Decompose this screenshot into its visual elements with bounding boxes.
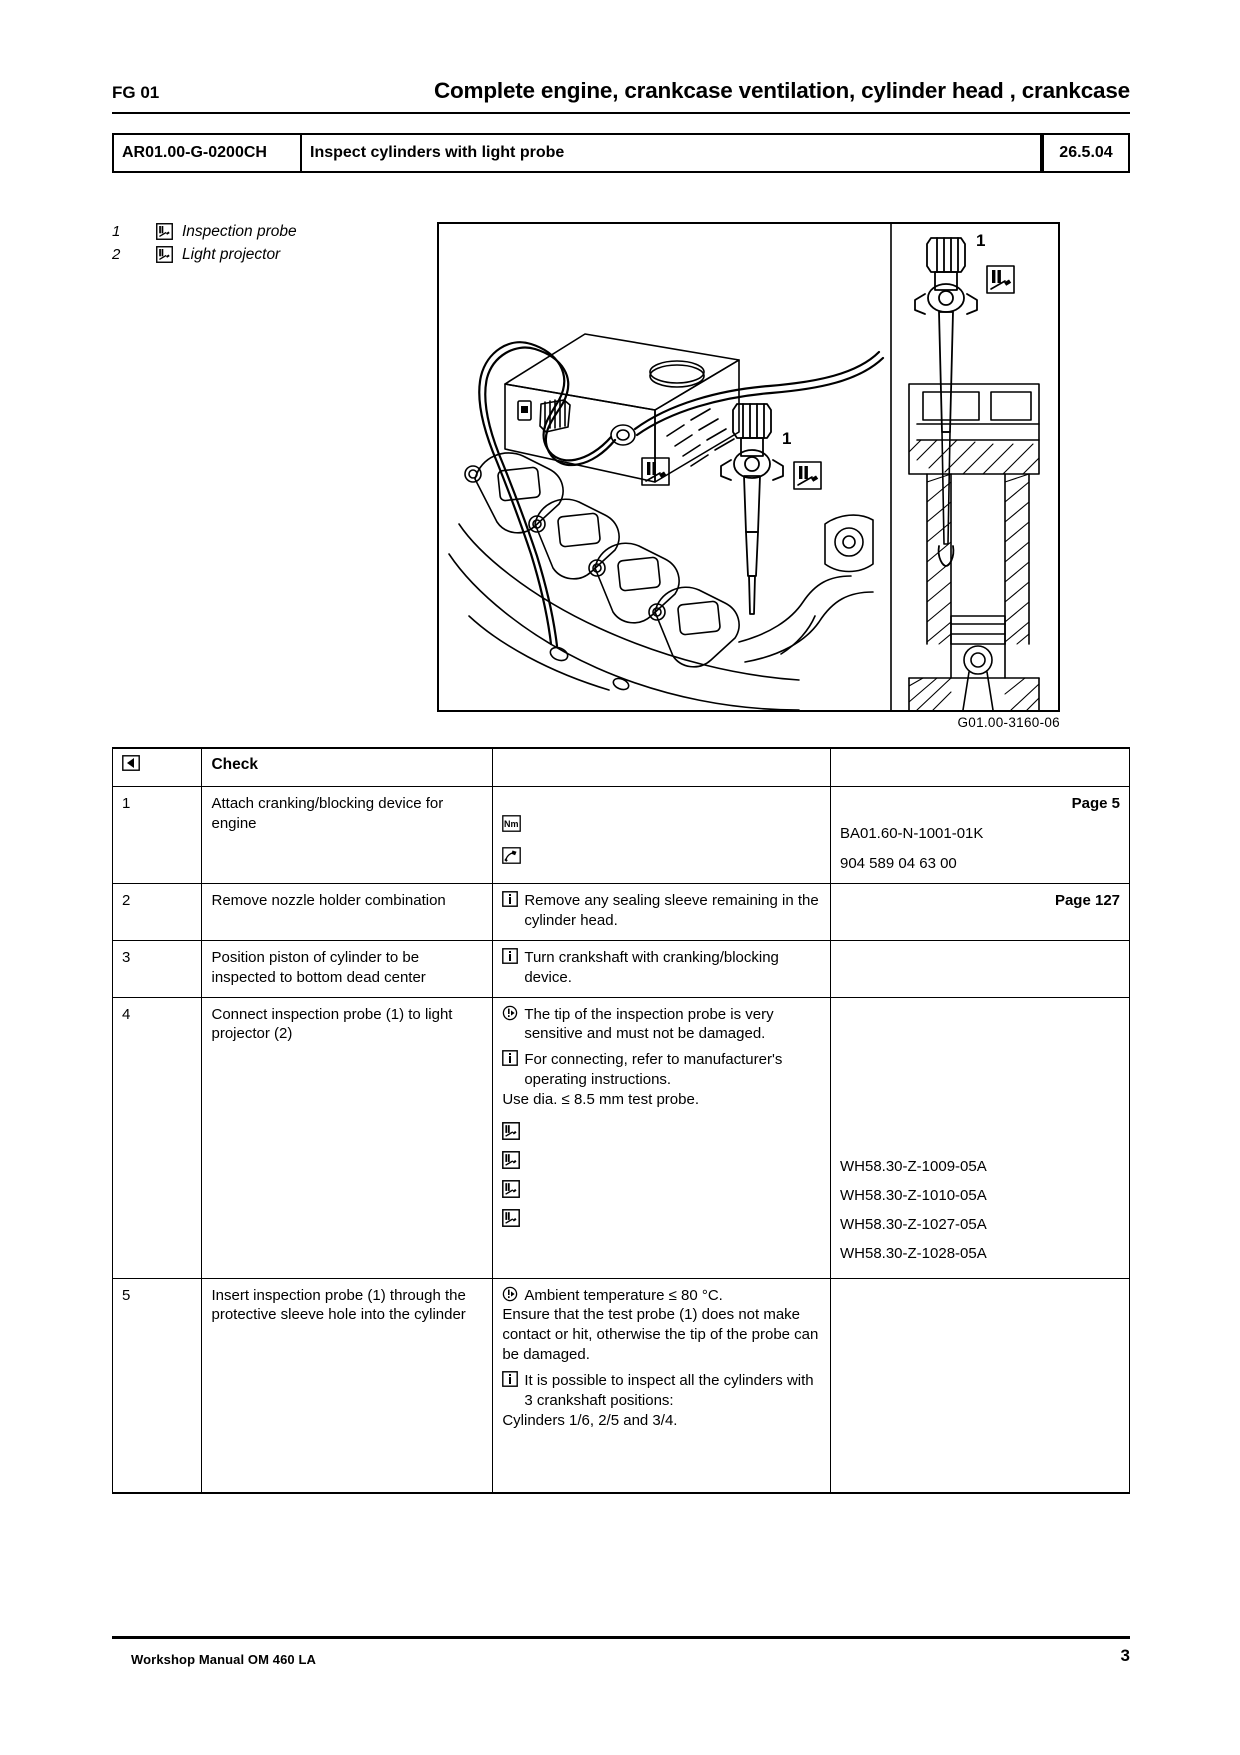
reference-tool-number: WH58.30-Z-1009-05A <box>839 1158 987 1176</box>
special-tool-icon-list <box>502 1116 821 1232</box>
note-text: Use dia. ≤ 8.5 mm test probe. <box>502 1091 699 1109</box>
info-icon <box>502 948 518 968</box>
table-row <box>113 1278 1130 1493</box>
document-name: Inspect cylinders with light probe <box>310 144 565 161</box>
footer-divider <box>112 1636 1130 1639</box>
legend-item-number: 1 <box>112 223 121 240</box>
info-icon <box>502 891 518 911</box>
step-description: Attach cranking/blocking device for engine <box>202 786 493 883</box>
step-reference <box>830 1278 1129 1493</box>
note-text: Ensure that the test probe (1) does not make contact or hit, otherwise the tip of the probe can be damaged. <box>502 1306 819 1364</box>
special-tool-icon <box>156 246 182 263</box>
figure-caption: G01.00-3160-06 <box>957 715 1060 730</box>
note-text: Cylinders 1/6, 2/5 and 3/4. <box>502 1412 678 1430</box>
table-row <box>113 786 1130 883</box>
step-number: 4 <box>113 997 202 1278</box>
header-cell-step <box>113 748 202 786</box>
header-divider <box>112 112 1130 114</box>
back-arrow-icon <box>122 758 140 775</box>
legend-item <box>112 220 432 243</box>
header-cell-note <box>493 748 831 786</box>
note-text: It is possible to inspect all the cylinders with 3 crankshaft positions: <box>524 1372 814 1410</box>
step-description: Insert inspection probe (1) through the protective sleeve hole into the cylinder <box>202 1278 493 1493</box>
step-description: Position piston of cylinder to be inspected to bottom dead center <box>202 940 493 997</box>
reference-code: BA01.60-N-1001-01K <box>839 824 984 842</box>
reference-page: Page 5 <box>1071 794 1120 812</box>
header-group-code: FG 01 <box>112 83 160 102</box>
step-reference <box>830 940 1129 997</box>
reference-part-number: 904 589 04 63 00 <box>839 854 957 872</box>
step-note <box>493 1278 831 1493</box>
reference-tool-number: WH58.30-Z-1028-05A <box>839 1245 987 1263</box>
caution-icon <box>502 1005 518 1025</box>
note-text: Turn crankshaft with cranking/blocking device. <box>524 948 779 986</box>
svg-text:1: 1 <box>976 231 986 250</box>
document-id-bar <box>112 133 1042 173</box>
page-title: Complete engine, crankcase ventilation, cylinder head , crankcase <box>433 78 1130 103</box>
step-number: 1 <box>113 786 202 883</box>
note-text: Remove any sealing sleeve remaining in the cylinder head. <box>524 891 819 929</box>
step-description: Remove nozzle holder combination <box>202 883 493 940</box>
note-text: The tip of the inspection probe is very sensitive and must not be damaged. <box>524 1005 774 1043</box>
special-tool-wrench-icon <box>502 840 821 872</box>
footer-manual-name: Workshop Manual OM 460 LA <box>131 1652 317 1667</box>
step-description: Connect inspection probe (1) to light projector (2) <box>202 997 493 1278</box>
reference-tool-number: WH58.30-Z-1010-05A <box>839 1187 987 1205</box>
table-header-row <box>113 748 1130 786</box>
note-text: Ambient temperature ≤ 80 °C. <box>524 1286 723 1304</box>
legend-item-label: Inspection probe <box>182 222 297 240</box>
note-text: For connecting, refer to manufacturer's operating instructions. <box>524 1051 783 1089</box>
table-row <box>113 940 1130 997</box>
reference-tool-number: WH58.30-Z-1027-05A <box>839 1216 987 1234</box>
special-tool-icon <box>502 1174 821 1203</box>
step-note <box>493 940 831 997</box>
step-note <box>493 786 831 883</box>
special-tool-icon <box>502 1145 821 1174</box>
step-note <box>493 997 831 1278</box>
step-number: 5 <box>113 1278 202 1493</box>
reference-page: Page 127 <box>1054 891 1120 909</box>
torque-nm-icon <box>502 808 821 840</box>
table-row <box>113 997 1130 1278</box>
special-tool-icon <box>502 1203 821 1232</box>
page-header <box>112 78 1130 104</box>
step-reference <box>830 997 1129 1278</box>
technical-illustration <box>437 222 1060 712</box>
svg-text:Nm: Nm <box>504 819 519 830</box>
footer-page-number: 3 <box>1120 1646 1130 1665</box>
special-tool-icon <box>156 223 182 240</box>
step-note <box>493 883 831 940</box>
special-tool-icon <box>502 1116 821 1145</box>
step-number: 3 <box>113 940 202 997</box>
step-reference <box>830 883 1129 940</box>
legend-item <box>112 243 432 266</box>
caution-icon <box>502 1286 518 1306</box>
info-icon <box>502 1050 518 1070</box>
legend-item-label: Light projector <box>182 245 281 263</box>
legend-item-number: 2 <box>112 246 121 263</box>
header-cell-check: Check <box>202 748 493 786</box>
inspection-steps-table <box>112 747 1130 1494</box>
step-number: 2 <box>113 883 202 940</box>
step-reference <box>830 786 1129 883</box>
header-cell-reference <box>830 748 1129 786</box>
document-date: 26.5.04 <box>1042 133 1130 173</box>
svg-text:1: 1 <box>782 429 792 448</box>
info-icon <box>502 1371 518 1391</box>
table-row <box>113 883 1130 940</box>
figure-legend <box>112 220 432 266</box>
document-code: AR01.00-G-0200CH <box>114 135 302 171</box>
